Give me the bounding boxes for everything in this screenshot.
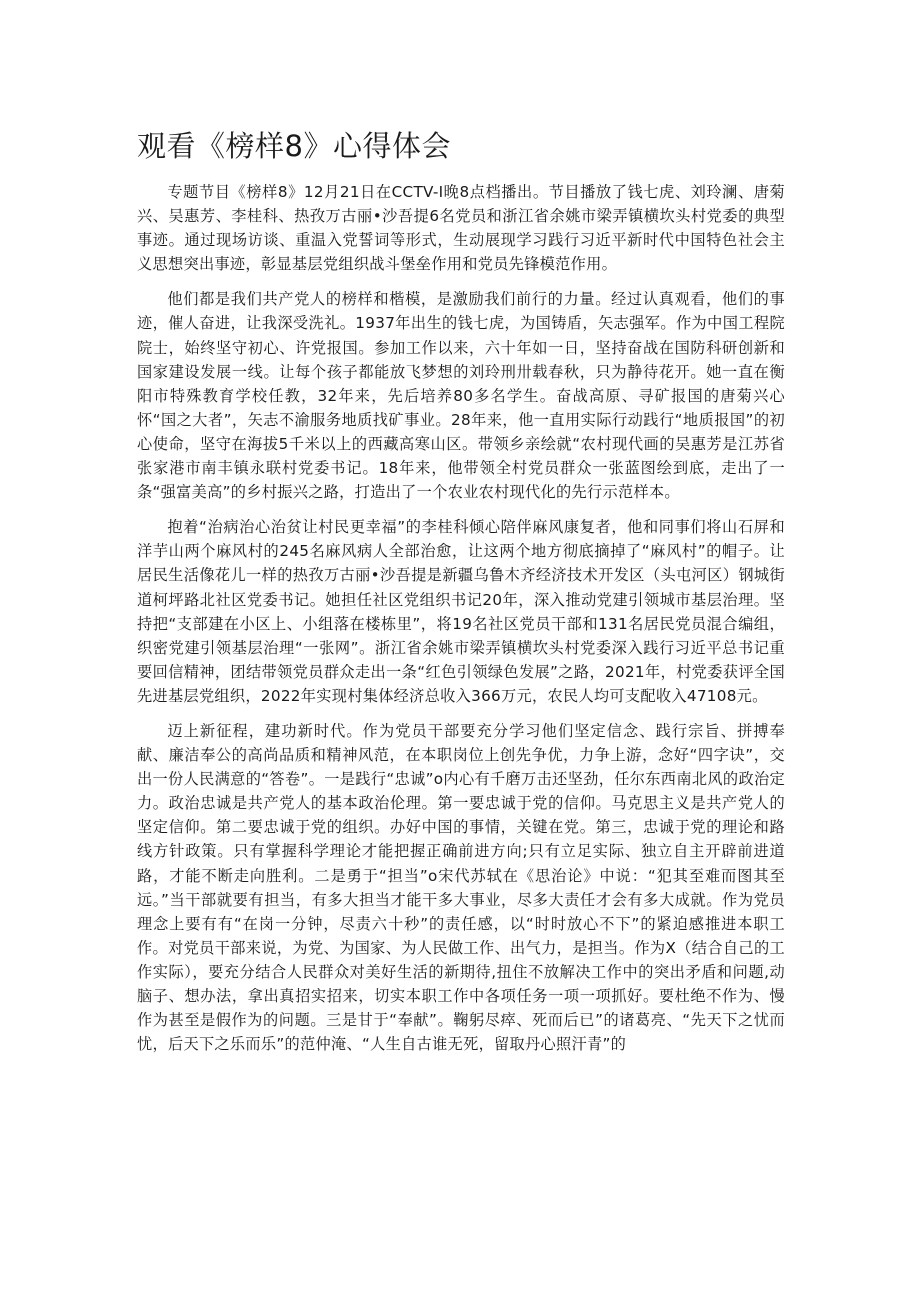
- paragraph-4: 迈上新征程，建功新时代。作为党员干部要充分学习他们坚定信念、践行宗旨、拼搏奉献、廉洁奉公的高尚品质和精神风范，在本职岗位上创先争优，力争上游，念好“四字诀”，交出一份人民满意的“答卷”。一是践行“忠诚”o内心有千磨万击还坚劲，任尔东西南北风的政治定力。政治忠诚是共产党人的基本政治伦理。第一要忠诚于党的信仰。马克思主义是共产党人的坚定信仰。第二要忠诚于党的组织。办好中国的事情，关键在党。第三，忠诚于党的理论和路线方针政策。只有掌握科学理论才能把握正确前进方向;只有立足实际、独立自主开辟前进道路，才能不断走向胜利。二是勇于“担当”o宋代苏轼在《思治论》中说：“犯其至难而图其至远。”当干部就要有担当，有多大担当才能干多大事业，尽多大责任才会有多大成就。作为党员理念上要有有“在岗一分钟，尽责六十秒”的责任感，以“时时放心不下”的紧迫感推进本职工作。对党员干部来说，为党、为国家、为人民做工作、出气力，是担当。作为X（结合自己的工作实际），要充分结合人民群众对美好生活的新期待,扭住不放解决工作中的突出矛盾和问题,动脑子、想办法，拿出真招实招来，切实本职工作中各项任务一项一项抓好。要杜绝不作为、慢作为甚至是假作为的问题。三是甘于“奉献”。鞠躬尽瘁、死而后已”的诸葛亮、“先天下之忧而忧，后天下之乐而乐”的范仲淹、“人生自古谁无死，留取丹心照汗青”的: [137, 721, 785, 1054]
- paragraph-3: 抱着“治病治心治贫让村民更幸福”的李桂科倾心陪伴麻风康复者，他和同事们将山石屏和洋芋山两个麻风村的245名麻风病人全部治愈，让这两个地方彻底摘掉了“麻风村”的帽子。让居民生活像花儿一样的热孜万古丽•沙吾提是新疆乌鲁木齐经济技术开发区（头屯河区）钢城街道柯坪路北社区党委书记。她担任社区党组织书记20年，深入推动党建引领城市基层治理。坚持把“支部建在小区上、小组落在楼栋里”，将19名社区党员干部和131名居民党员混合编组，织密党建引领基层治理“一张网”。浙江省余姚市梁弄镇横坎头村党委深入践行习近平总书记重要回信精神，团结带领党员群众走出一条“红色引领绿色发展”之路，2021年，村党委获评全国先进基层党组织，2022年实现村集体经济总收入366万元，农民人均可支配收入47108元。: [137, 518, 785, 705]
- paragraph-2: 他们都是我们共产党人的榜样和楷模，是激励我们前行的力量。经过认真观看，他们的事迹，催人奋进，让我深受洗礼。1937年出生的钱七虎，为国铸盾，矢志强军。作为中国工程院院士，始终坚守初心、许党报国。参加工作以来，六十年如一日，坚持奋战在国防科研创新和国家建设发展一线。让每个孩子都能放飞梦想的刘玲刑卅载春秋，只为静待花开。她一直在衡阳市特殊教育学校任教，32年来，先后培养80多名学生。奋战高原、寻矿报国的唐菊兴心怀“国之大者”，矢志不渝服务地质找矿事业。28年来，他一直用实际行动践行“地质报国”的初心使命，坚守在海拔5千米以上的西藏高寒山区。带领乡亲绘就“农村现代画的吴惠芳是江苏省张家港市南丰镇永联村党委书记。18年来，他带领全村党员群众一张蓝图绘到底，走出了一条“强富美高”的乡村振兴之路，打造出了一个农业农村现代化的先行示范样本。: [137, 290, 785, 502]
- document-title: 观看《榜样8》心得体会: [137, 129, 451, 163]
- paragraph-1: 专题节目《榜样8》12月21日在CCTV-I晚8点档播出。节目播放了钱七虎、刘玲澜、唐菊兴、吴惠芳、李桂科、热孜万古丽•沙吾提6名党员和浙江省余姚市梁弄镇横坎头村党委的典型事迹。通过现场访谈、重温入党誓词等形式，生动展现学习践行习近平新时代中国特色社会主义思想突出事迹，彰显基层党组织战斗堡垒作用和党员先锋模范作用。: [137, 183, 785, 274]
- document-body: [137, 180, 785, 1067]
